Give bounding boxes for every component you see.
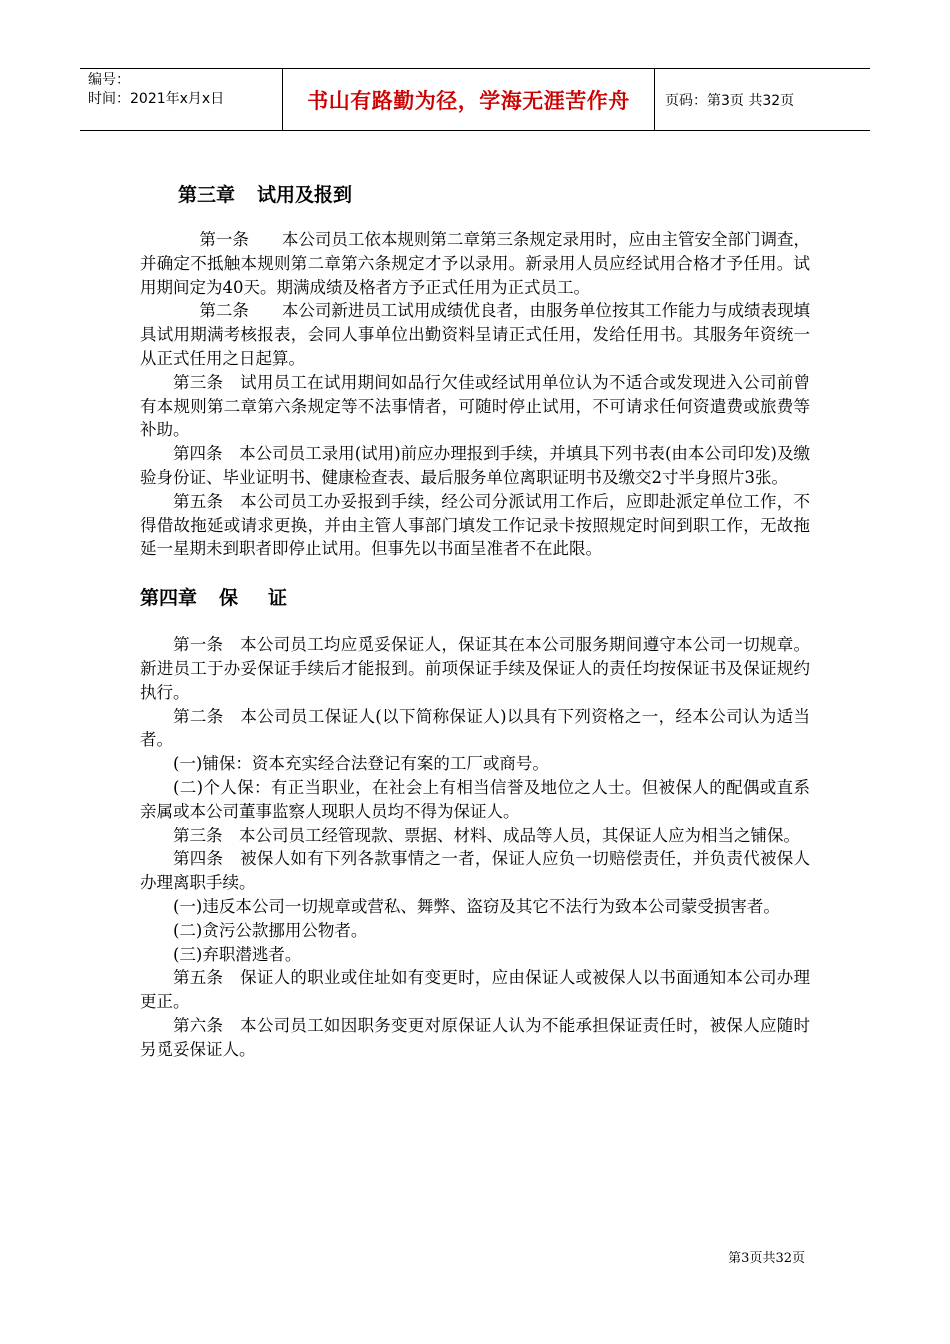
chapter-3-article-5: 第五条 本公司员工办妥报到手续，经公司分派试用工作后，应即赴派定单位工作，不得借故拖延或请求更换，并由主管人事部门填发工作记录卡按照规定时间到职工作，无故拖延一星期未到职者即停止试用。但事先以书面呈准者不在此限。 [140, 491, 810, 559]
chapter-3-section [140, 228, 810, 561]
document-body [140, 170, 810, 1062]
chapter-3-number: 第三章 [178, 184, 236, 206]
chapter-4-article-2: 第二条 本公司员工保证人(以下简称保证人)以具有下列资格之一，经本公司认为适当者。 [140, 706, 810, 750]
chapter-4-article-6: 第六条 本公司员工如因职务变更对原保证人认为不能承担保证责任时，被保人应随时另觅妥保证人。 [140, 1015, 810, 1059]
chapter-3-article-4: 第四条 本公司员工录用(试用)前应办理报到手续，并填具下列书表(由本公司印发)及缴验身份证、毕业证明书、健康检查表、最后服务单位离职证明书及缴交2寸半身照片3张。 [140, 444, 810, 487]
chapter-3-article-3: 第三条 试用员工在试用期间如品行欠佳或经试用单位认为不适合或发现进入公司前曾有本规则第二章第六条规定等不法事情者，可随时停止试用，不可请求任何资遣费或旅费等补助。 [140, 372, 810, 440]
header-meta [80, 69, 282, 130]
chapter-4-number: 第四章 [140, 587, 198, 610]
chapter-3-article-1: 第一条 本公司员工依本规则第二章第三条规定录用时，应由主管安全部门调查，并确定不抵触本规则第二章第六条规定才予以录用。新录用人员应经试用合格才予任用。试用期间定为40天。期满成绩及格者方予正式任用为正式员工。 [140, 230, 810, 297]
chapter-4-article-1: 第一条 本公司员工均应觅妥保证人，保证其在本公司服务期间遵守本公司一切规章。新进员工于办妥保证手续后才能报到。前项保证手续及保证人的责任均按保证书及保证规约执行。 [140, 635, 810, 702]
header-motto: 书山有路勤为径，学海无涯苦作舟 [282, 69, 655, 130]
chapter-4-article-5: 第五条 保证人的职业或住址如有变更时，应由保证人或被保人以书面通知本公司办理更正。 [140, 968, 810, 1012]
header-page-number: 页码：第3页 共32页 [665, 92, 795, 109]
page-header [80, 68, 870, 131]
chapter-4-item-5: (三)弃职潜逃者。 [173, 944, 302, 964]
chapter-3-heading [140, 170, 810, 220]
chapter-4-item-1: (一)铺保：资本充实经合法登记有案的工厂或商号。 [173, 754, 549, 774]
chapter-4-item-2: (二)个人保：有正当职业，在社会上有相当信誉及地位之人士。但被保人的配偶或直系亲属或本公司董事监察人现职人员均不得为保证人。 [140, 777, 810, 821]
chapter-3-article-2: 第二条 本公司新进员工试用成绩优良者，由服务单位按其工作能力与成绩表现填具试用期满考核报表，会同人事单位出勤资料呈请正式任用，发给任用书。其服务年资统一从正式任用之日起算。 [140, 301, 810, 368]
chapter-4-heading [140, 573, 810, 623]
chapter-4-article-4: 第四条 被保人如有下列各款事情之一者，保证人应负一切赔偿责任，并负责代被保人办理离职手续。 [140, 849, 810, 893]
chapter-3-title: 试用及报到 [257, 184, 353, 206]
chapter-4-item-3: (一)违反本公司一切规章或营私、舞弊、盗窃及其它不法行为致本公司蒙受损害者。 [173, 896, 780, 916]
chapter-4-section [140, 633, 810, 1061]
document-number-label: 编号： [88, 72, 130, 88]
chapter-4-title-part-1: 保 [219, 587, 239, 610]
page-footer: 第3页共32页 [728, 1251, 805, 1266]
document-time-label: 时间：2021年x月x日 [88, 91, 225, 107]
chapter-4-article-3: 第三条 本公司员工经管现款、票据、材料、成品等人员，其保证人应为相当之铺保。 [173, 825, 800, 845]
chapter-4-title-part-2: 证 [268, 587, 288, 610]
chapter-4-item-4: (二)贪污公款挪用公物者。 [173, 920, 368, 940]
